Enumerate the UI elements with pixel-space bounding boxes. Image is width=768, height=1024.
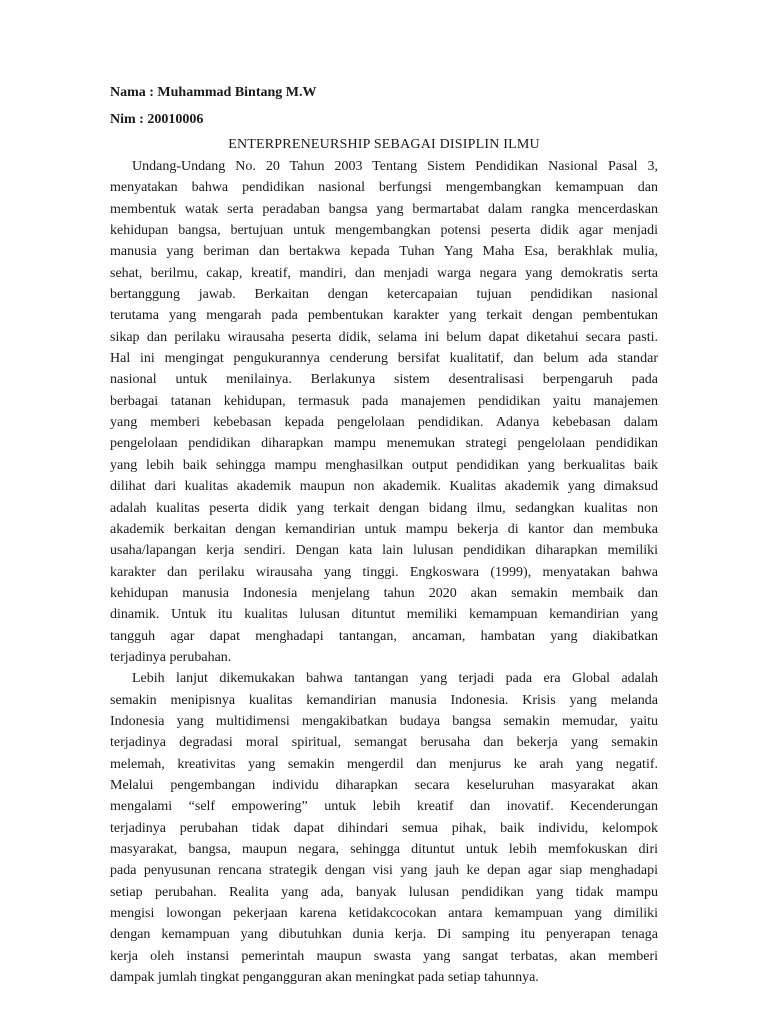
paragraph-1-line: akademik berkaitan dengan kemandirian untuk mampu bekerja di kantor dan membuka (110, 521, 658, 537)
paragraph-1-line: dilihat dari kualitas akademik maupun non akademik. Kualitas akademik yang dimaksud (110, 479, 658, 495)
paragraph-2-line: Indonesia yang multidimensi mengakibatkan budaya bangsa semakin memudar, yaitu (110, 713, 658, 729)
paragraph-1-line: berbagai tatanan kehidupan, termasuk pada manajemen pendidikan yaitu manajemen (110, 393, 658, 409)
paragraph-2-line: mengalami “self empowering” untuk lebih kreatif dan inovatif. Kecenderungan (110, 799, 658, 815)
paragraph-1-line: kehidupan manusia Indonesia menjelang tahun 2020 akan semakin membaik dan (110, 585, 658, 601)
paragraph-2-line: melemah, kreativitas yang semakin mengerdil dan menjurus ke arah yang negatif. (110, 756, 658, 772)
paragraph-2-line: terjadinya perubahan tidak dapat dihindari semua pihak, baik individu, kelompok (110, 820, 658, 836)
paragraph-1-line: sikap dan perilaku wirausaha peserta didik, selama ini belum dapat diketahui secara pasti. (110, 329, 658, 345)
paragraph-2-line: masyarakat, bangsa, maupun negara, sehingga dituntut untuk lebih memfokuskan diri (110, 842, 658, 857)
paragraph-2-line: terjadinya degradasi moral spiritual, semangat berusaha dan bekerja yang semakin (110, 735, 658, 751)
paragraph-2-line: kerja oleh instansi pemerintah maupun swasta yang sangat terbatas, akan memberi (110, 948, 658, 964)
paragraph-1-line: membentuk watak serta peradaban bangsa yang bermartabat dalam rangka mencerdaskan (110, 201, 658, 217)
paragraph-2-line: dampak jumlah tingkat pengangguran akan meningkat pada setiap tahunnya. (110, 970, 539, 986)
student-name: Nama : Muhammad Bintang M.W (110, 85, 317, 100)
document-body (110, 156, 658, 988)
paragraph-1-line: yang lebih baik sehingga mampu menghasilkan output pendidikan yang berkualitas baik (110, 457, 658, 473)
paragraph-1-line: manusia yang beriman dan bertakwa kepada Tuhan Yang Maha Esa, berakhlak mulia, (110, 244, 658, 260)
paragraph-1-line: pengelolaan pendidikan diharapkan mampu menemukan strategi pengelolaan pendidikan (110, 436, 658, 452)
paragraph-1-line: yang memberi kebebasan kepada pengelolaan pendidikan. Adanya kebebasan dalam (110, 415, 658, 431)
paragraph-2-line: setiap perubahan. Realita yang ada, banyak lulusan pendidikan yang tidak mampu (110, 884, 658, 900)
paragraph-1-line: Undang-Undang No. 20 Tahun 2003 Tentang Sistem Pendidikan Nasional Pasal 3, (132, 159, 658, 174)
paragraph-1-line: karakter dan perilaku wirausaha yang tinggi. Engkoswara (1999), menyatakan bahwa (110, 564, 658, 580)
student-nim: Nim : 20010006 (110, 112, 204, 127)
paragraph-1-line: kehidupan bangsa, bertujuan untuk mengembangkan potensi peserta didik agar menjadi (110, 223, 658, 239)
paragraph-1-line: terutama yang mengarah pada pembentukan karakter yang terkait dengan pembentukan (110, 308, 658, 324)
paragraph-1-line: dinamik. Untuk itu kualitas lulusan dituntut memiliki kemampuan kemandirian yang (110, 607, 658, 623)
paragraph-1-line: Hal ini mengingat pengukurannya cenderung bersifat kualitatif, dan belum ada standar (110, 351, 658, 367)
paragraph-1-line: sehat, berilmu, cakap, kreatif, mandiri, dan menjadi warga negara yang demokratis serta (110, 265, 658, 281)
paragraph-2-line: Melalui pengembangan individu diharapkan secara keseluruhan masyarakat akan (110, 777, 658, 793)
paragraph-1-line: usaha/lapangan kerja sendiri. Dengan kata lain lulusan pendidikan diharapkan memiliki (110, 543, 658, 559)
paragraph-2-line: Lebih lanjut dikemukakan bahwa tantangan yang terjadi pada era Global adalah (132, 671, 658, 687)
paragraph-1-line: terjadinya perubahan. (110, 649, 232, 665)
document-title: ENTERPRENEURSHIP SEBAGAI DISIPLIN ILMU (228, 137, 540, 152)
paragraph-2-line: mengisi lowongan pekerjaan karena ketidakcocokan antara kemampuan yang dimiliki (110, 906, 658, 922)
paragraph-1-line: nasional untuk menilainya. Berlakunya sistem desentralisasi berpengaruh pada (110, 372, 658, 388)
paragraph-1-line: tangguh agar dapat menghadapi tantangan, ancaman, hambatan yang diakibatkan (110, 628, 658, 644)
paragraph-1-line: bertanggung jawab. Berkaitan dengan ketercapaian tujuan pendidikan nasional (110, 287, 658, 303)
paragraph-2-line: semakin menipisnya kualitas kemandirian manusia Indonesia. Krisis yang melanda (110, 692, 658, 708)
paragraph-2-line: pada penyusunan rencana strategik dengan visi yang jauh ke depan agar siap menghadapi (110, 863, 658, 879)
paragraph-1-line: adalah kualitas peserta didik yang terkait dengan bidang ilmu, sedangkan kualitas non (110, 500, 658, 516)
paragraph-1-line: menyatakan bahwa pendidikan nasional berfungsi mengembangkan kemampuan dan (110, 180, 658, 196)
paragraph-2-line: dengan kemampuan yang dibutuhkan dunia kerja. Di samping itu penyerapan tenaga (110, 927, 658, 943)
